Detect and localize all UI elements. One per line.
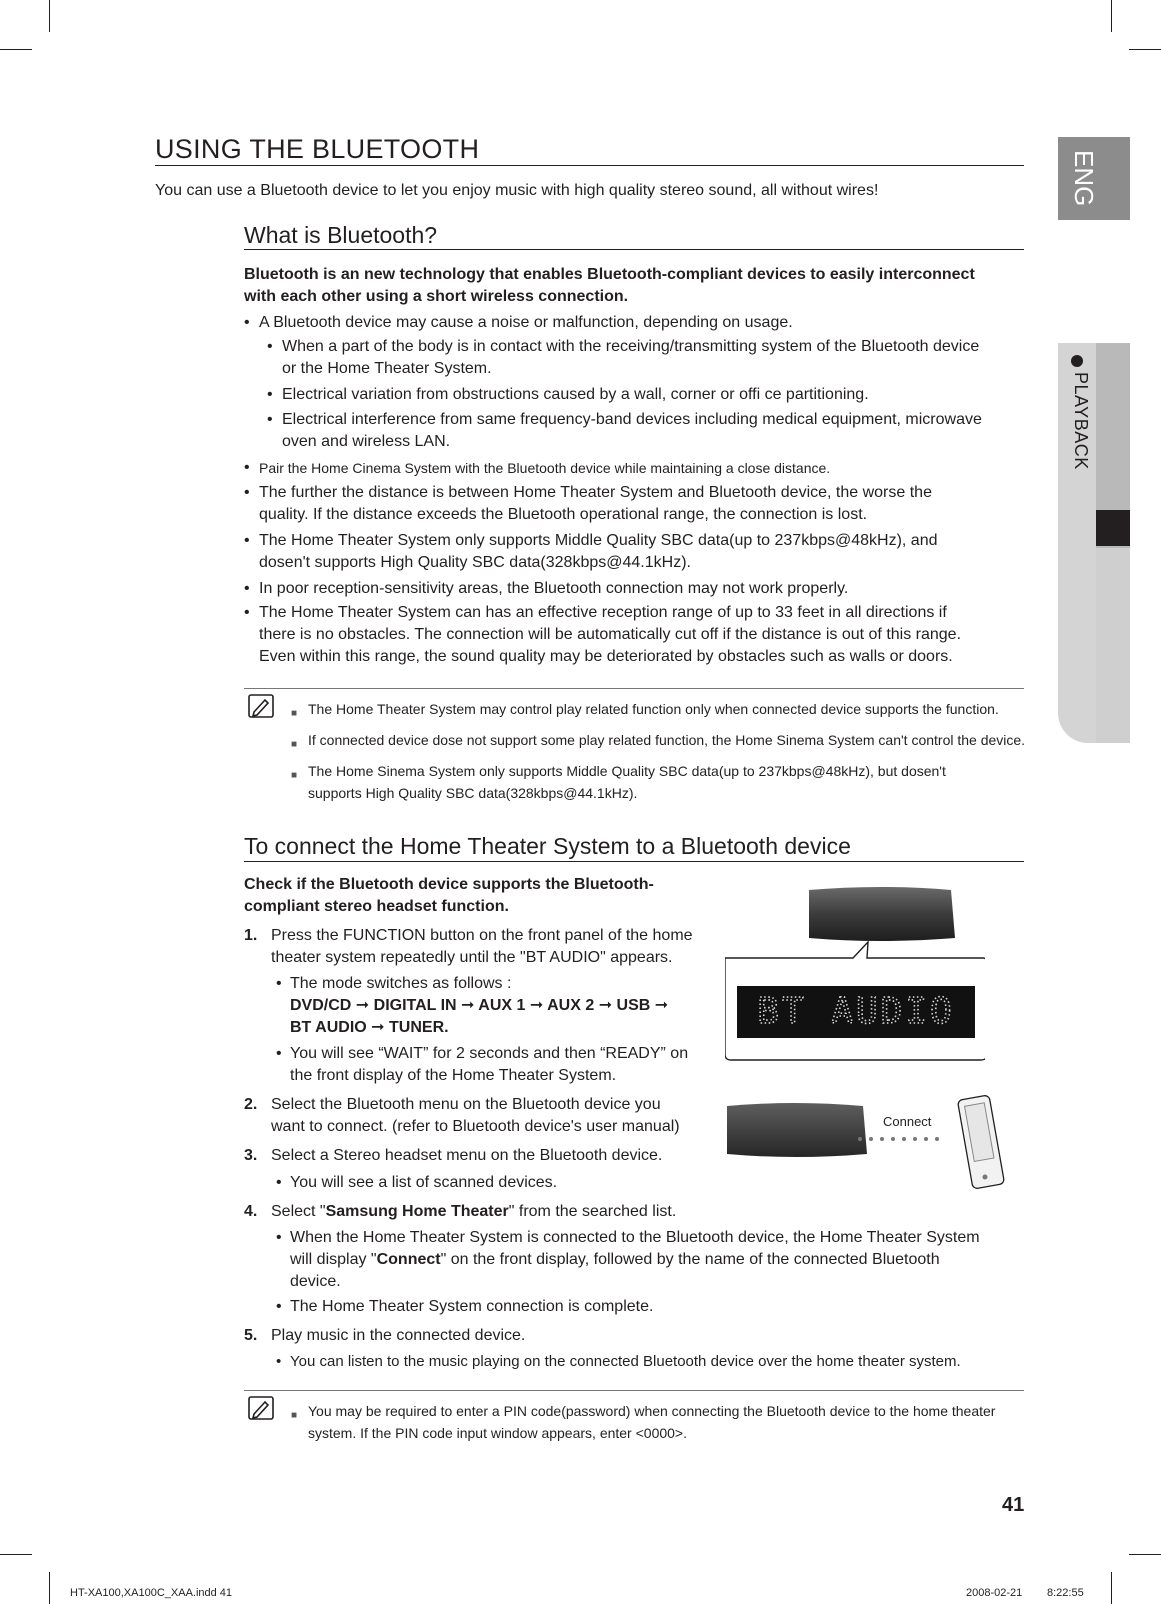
step-number: 5.	[244, 1327, 258, 1344]
list-item-text: When the Home Theater System is connected to the Bluetooth device, the Home Theater System	[290, 1229, 980, 1246]
list-item-text: Even within this range, the sound quality may be deteriorated by obstacles such as walls or doors.	[259, 648, 953, 665]
list-item-text: Pair the Home Cinema System with the Bluetooth device while maintaining a close distance.	[259, 460, 831, 476]
lead-line: Bluetooth is an new technology that enables Bluetooth-compliant devices to easily interconnect	[244, 266, 975, 283]
list-item: • When the Home Theater System is connected to the Bluetooth device, the Home Theater System	[276, 1229, 980, 1246]
list-item-text: You can listen to the music playing on the connected Bluetooth device over the home theater system.	[290, 1353, 961, 1370]
bluetooth-device-icon	[957, 1095, 1004, 1189]
lead-line: compliant stereo headset function.	[244, 898, 509, 915]
step-number: 1.	[244, 927, 258, 944]
mode-sequence: DVD/CD ➞ DIGITAL IN ➞ AUX 1 ➞ AUX 2 ➞ USB ➞	[290, 997, 669, 1014]
step-text: Play music in the connected device.	[271, 1327, 526, 1344]
section-heading-connect: To connect the Home Theater System to a Bluetooth device	[244, 833, 851, 859]
step-text: Select the Bluetooth menu on the Bluetooth device you	[271, 1096, 661, 1113]
note-item: ■ The Home Theater System may control play related function only when connected device supports the function.	[291, 701, 999, 719]
list-item-text: The mode switches as follows :	[290, 975, 512, 992]
note-text: system. If the PIN code input window appears, enter <0000>.	[308, 1425, 687, 1441]
list-item: • You will see “WAIT” for 2 seconds and then “READY” on	[276, 1045, 689, 1062]
crop-mark	[1111, 0, 1112, 32]
list-item: • You will see a list of scanned devices.	[276, 1174, 558, 1191]
crop-mark	[0, 49, 32, 50]
list-item-text: A Bluetooth device may cause a noise or malfunction, depending on usage.	[259, 314, 793, 331]
section-rule	[244, 861, 1024, 862]
list-item: • Pair the Home Cinema System with the Bluetooth device while maintaining a close distance.	[244, 459, 831, 476]
step-text: want to connect. (refer to Bluetooth device's user manual)	[271, 1118, 680, 1135]
crop-mark	[49, 0, 50, 32]
list-item-text: The Home Theater System can has an effective reception range of up to 33 feet in all directions if	[259, 604, 947, 621]
home-theater-unit	[727, 1103, 867, 1157]
step-number: 3.	[244, 1147, 258, 1164]
list-item-text: The Home Theater System only supports Middle Quality SBC data(up to 237kbps@48kHz), and	[259, 532, 938, 549]
list-item-text: or the Home Theater System.	[282, 360, 492, 377]
step-text-bold: Samsung Home Theater	[325, 1203, 509, 1220]
note-text: The Home Theater System may control play related function only when connected device supports the function.	[308, 701, 999, 717]
list-item: • The Home Theater System connection is complete.	[276, 1298, 654, 1315]
list-item-text: You will see a list of scanned devices.	[290, 1174, 558, 1191]
title-rule	[155, 165, 1024, 166]
section-tab-label: PLAYBACK	[1071, 372, 1091, 470]
intro-text: You can use a Bluetooth device to let you enjoy music with high quality stereo sound, all without wires!	[155, 182, 879, 199]
page-title: USING THE BLUETOOTH	[155, 134, 480, 164]
crop-mark	[1129, 1554, 1161, 1555]
lead-line: with each other using a short wireless connection.	[244, 288, 629, 305]
list-item-text: You will see “WAIT” for 2 seconds and then “READY” on	[290, 1045, 689, 1062]
step-text: Press the FUNCTION button on the front panel of the home	[271, 927, 693, 944]
list-item-text: Electrical variation from obstructions caused by a wall, corner or offi ce partitioning.	[282, 386, 869, 403]
bullet-icon	[1071, 355, 1083, 367]
display-text: BT AUDIO	[757, 991, 955, 1032]
note-text: If connected device dose not support some play related function, the Home Sinema System can't control the device.	[308, 732, 1026, 748]
list-item-text: In poor reception-sensitivity areas, the Bluetooth connection may not work properly.	[259, 580, 849, 597]
step-text: theater system repeatedly until the "BT AUDIO" appears.	[271, 949, 673, 966]
section-tab-marker	[1096, 510, 1130, 546]
list-item: • The Home Theater System can has an effective reception range of up to 33 feet in all directions if	[244, 604, 947, 621]
footer-file: HT-XA100,XA100C_XAA.indd 41	[70, 1587, 233, 1599]
step-text-part: " from the searched list.	[508, 1203, 677, 1220]
page-number: 41	[1002, 1494, 1025, 1516]
list-item-text: dosen't supports High Quality SBC data(328kbps@44.1kHz).	[259, 554, 691, 571]
list-item: • In poor reception-sensitivity areas, the Bluetooth connection may not work properly.	[244, 580, 849, 597]
footer-time: 8:22:55	[1047, 1587, 1084, 1599]
text-bold: Connect	[376, 1251, 441, 1268]
note-text: The Home Sinema System only supports Middle Quality SBC data(up to 237kbps@48kHz), but dosen't	[308, 763, 946, 779]
list-item-text: device.	[290, 1273, 341, 1290]
list-item: • A Bluetooth device may cause a noise or malfunction, depending on usage.	[244, 314, 793, 331]
section-heading-what: What is Bluetooth?	[244, 222, 438, 248]
home-theater-unit	[809, 887, 955, 941]
note-item: ■ You may be required to enter a PIN code(password) when connecting the Bluetooth device to the home theater	[291, 1403, 996, 1421]
connection-dots	[858, 1137, 939, 1141]
list-item: • You can listen to the music playing on the connected Bluetooth device over the home theater system.	[276, 1353, 961, 1370]
lead-line: Check if the Bluetooth device supports the Bluetooth-	[244, 876, 654, 893]
list-item-text: quality. If the distance exceeds the Bluetooth operational range, the connection is lost.	[259, 506, 868, 523]
step-text	[271, 1201, 676, 1223]
connection-illustration	[725, 1092, 1015, 1192]
note-text: You may be required to enter a PIN code(password) when connecting the Bluetooth device to the home theater	[308, 1403, 996, 1419]
list-item: • Electrical interference from same frequency-band devices including medical equipment, microwave	[267, 411, 982, 428]
list-item-text: Electrical interference from same frequency-band devices including medical equipment, microwave	[282, 411, 982, 428]
note-item: ■ If connected device dose not support some play related function, the Home Sinema System can't control the device.	[291, 732, 1026, 750]
list-item-text: When a part of the body is in contact with the receiving/transmitting system of the Bluetooth device	[282, 338, 980, 355]
crop-mark	[1111, 1572, 1112, 1604]
connect-label: Connect	[883, 1114, 932, 1129]
section-tab-strip-light	[1096, 548, 1130, 743]
footer-date: 2008-02-21	[966, 1587, 1023, 1599]
text-part: will display "	[290, 1251, 377, 1268]
list-item: • The Home Theater System only supports Middle Quality SBC data(up to 237kbps@48kHz), and	[244, 532, 938, 549]
list-item: • The mode switches as follows :	[276, 975, 512, 992]
list-item-text: The Home Theater System connection is complete.	[290, 1298, 654, 1315]
step-number: 2.	[244, 1096, 258, 1113]
front-display-illustration	[725, 886, 985, 1061]
list-item-text	[290, 1249, 940, 1271]
step-number: 4.	[244, 1203, 258, 1220]
crop-mark	[1129, 49, 1161, 50]
list-item-text: The further the distance is between Home Theater System and Bluetooth device, the worse the	[259, 484, 932, 501]
language-tab-label: ENG	[1069, 150, 1099, 207]
note-item: ■ The Home Sinema System only supports Middle Quality SBC data(up to 237kbps@48kHz), but dosen't	[291, 763, 946, 781]
note-rule	[244, 1390, 1024, 1391]
text-part: " on the front display, followed by the name of the connected Bluetooth	[440, 1251, 940, 1268]
mode-sequence: BT AUDIO ➞ TUNER.	[290, 1019, 449, 1036]
note-text: supports High Quality SBC data(328kbps@44.1kHz).	[308, 785, 638, 801]
list-item-text: oven and wireless LAN.	[282, 433, 451, 450]
step-text: Select a Stereo headset menu on the Bluetooth device.	[271, 1147, 663, 1164]
list-item-text: the front display of the Home Theater System.	[290, 1067, 617, 1084]
note-icon	[248, 1396, 274, 1420]
note-icon	[248, 694, 274, 718]
list-item: • When a part of the body is in contact with the receiving/transmitting system of the Bluetooth device	[267, 338, 980, 355]
step-text-part: Select "	[271, 1203, 326, 1220]
section-rule	[244, 249, 1024, 250]
note-rule	[244, 688, 1024, 689]
crop-mark	[0, 1554, 32, 1555]
crop-mark	[49, 1572, 50, 1604]
list-item: • The further the distance is between Home Theater System and Bluetooth device, the worse the	[244, 484, 932, 501]
list-item-text: there is no obstacles. The connection will be automatically cut off if the distance is out of this range.	[259, 626, 962, 643]
list-item: • Electrical variation from obstructions caused by a wall, corner or offi ce partitioning.	[267, 386, 869, 403]
